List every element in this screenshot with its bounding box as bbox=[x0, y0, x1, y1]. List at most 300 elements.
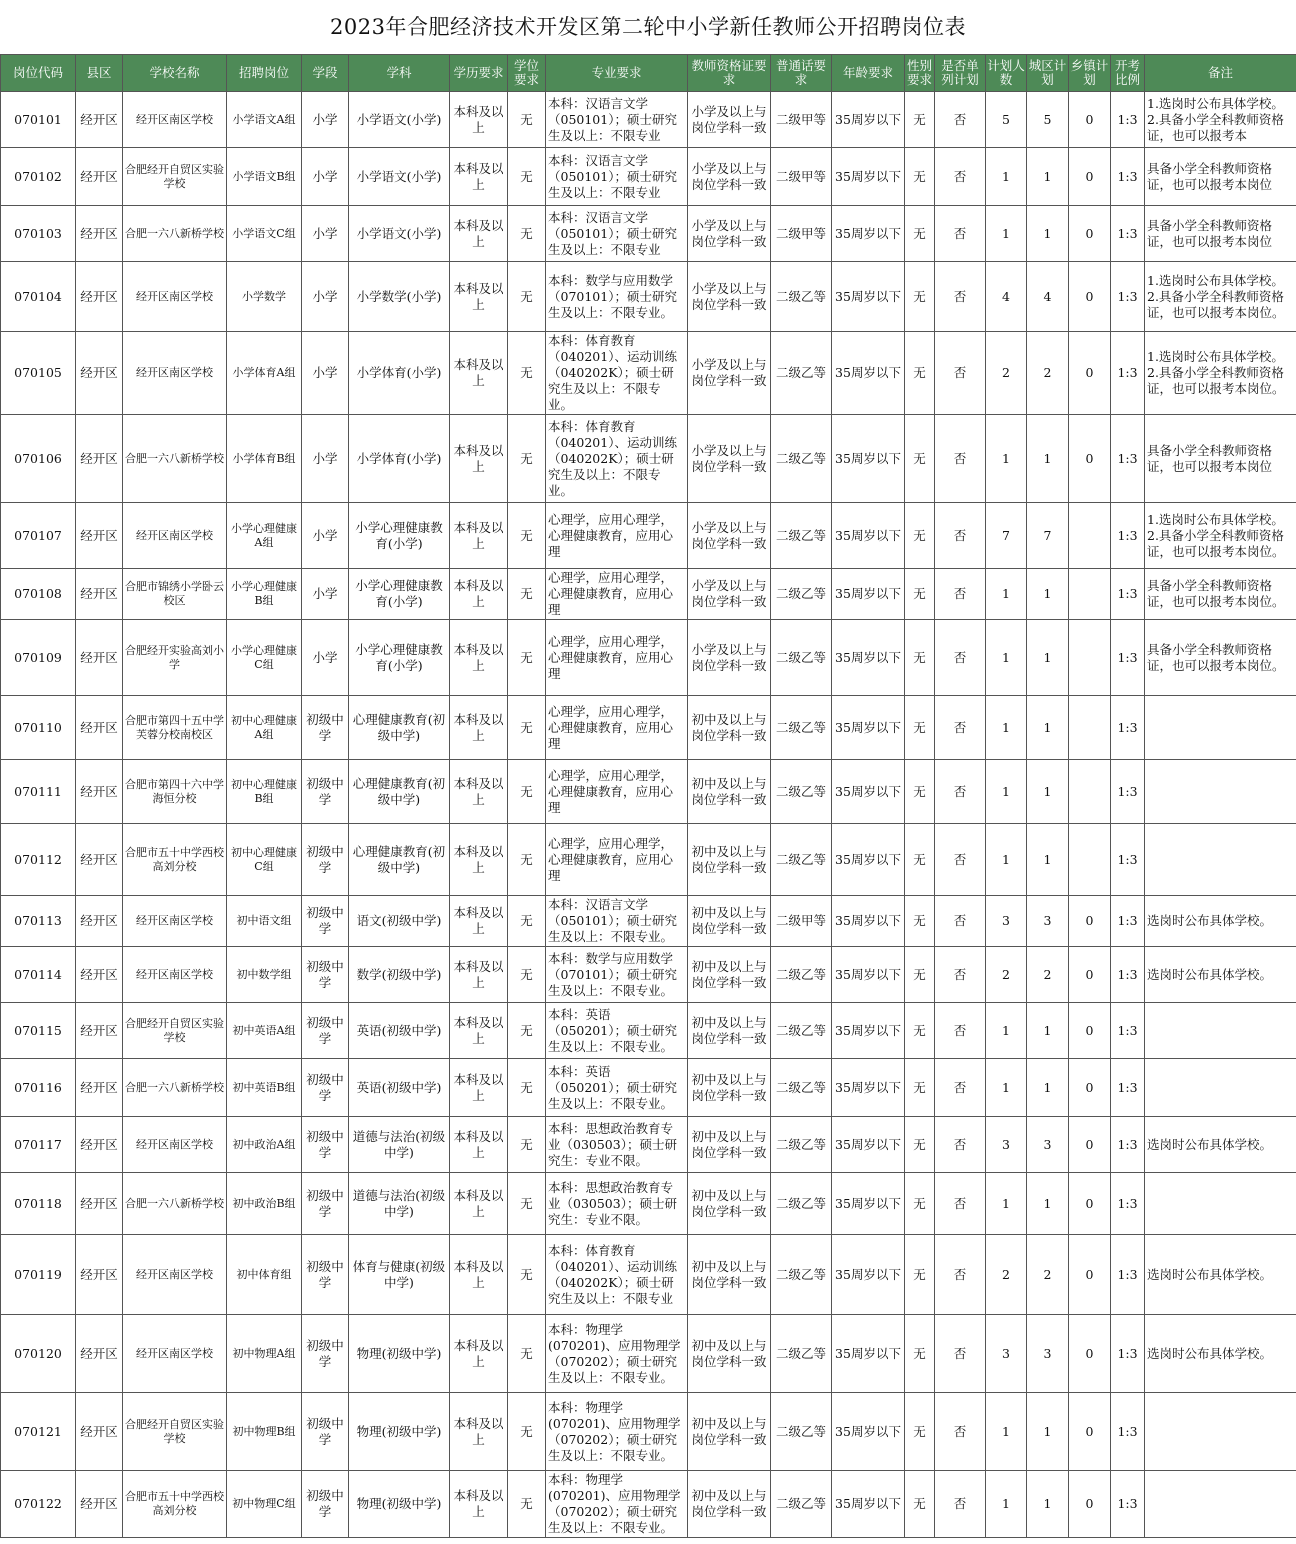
cell-plan-count: 1 bbox=[986, 569, 1027, 620]
cell-gender: 无 bbox=[905, 1393, 935, 1471]
cell-remarks: 具备小学全科教师资格证，也可以报考本岗位 bbox=[1145, 415, 1296, 503]
cell-age: 35周岁以下 bbox=[832, 1059, 905, 1117]
cell-separate-plan: 否 bbox=[935, 1059, 986, 1117]
table-row bbox=[1, 620, 1296, 696]
cell-school: 合肥市锦绣小学卧云校区 bbox=[123, 569, 227, 620]
cell-code: 070104 bbox=[1, 262, 76, 332]
cell-age: 35周岁以下 bbox=[832, 569, 905, 620]
cell-degree: 无 bbox=[508, 332, 546, 415]
cell-position: 初中物理B组 bbox=[227, 1393, 302, 1471]
table-row bbox=[1, 1003, 1296, 1059]
cell-position: 小学心理健康A组 bbox=[227, 503, 302, 569]
table-row bbox=[1, 206, 1296, 262]
cell-stage: 初级中学 bbox=[302, 696, 349, 760]
cell-district: 经开区 bbox=[76, 824, 123, 896]
cell-education: 本科及以上 bbox=[450, 620, 508, 696]
cell-subject: 道德与法治(初级中学) bbox=[349, 1117, 450, 1173]
cell-gender: 无 bbox=[905, 92, 935, 148]
cell-district: 经开区 bbox=[76, 415, 123, 503]
cell-code: 070107 bbox=[1, 503, 76, 569]
cell-school: 经开区南区学校 bbox=[123, 92, 227, 148]
cell-degree: 无 bbox=[508, 148, 546, 206]
cell-remarks bbox=[1145, 760, 1296, 824]
cell-gender: 无 bbox=[905, 262, 935, 332]
cell-position: 初中语文组 bbox=[227, 896, 302, 947]
cell-stage: 初级中学 bbox=[302, 947, 349, 1003]
cell-education: 本科及以上 bbox=[450, 415, 508, 503]
cell-town-plan: 0 bbox=[1069, 206, 1111, 262]
cell-mandarin: 二级乙等 bbox=[771, 1117, 832, 1173]
cell-major: 心理学，应用心理学，心理健康教育，应用心理 bbox=[546, 824, 688, 896]
cell-town-plan bbox=[1069, 503, 1111, 569]
cell-degree: 无 bbox=[508, 1393, 546, 1471]
cell-remarks bbox=[1145, 824, 1296, 896]
cell-mandarin: 二级甲等 bbox=[771, 92, 832, 148]
cell-town-plan bbox=[1069, 620, 1111, 696]
table-row bbox=[1, 1059, 1296, 1117]
cell-remarks bbox=[1145, 696, 1296, 760]
cell-ratio: 1:3 bbox=[1111, 1173, 1145, 1235]
cell-remarks bbox=[1145, 1471, 1296, 1538]
cell-stage: 小学 bbox=[302, 569, 349, 620]
cell-school: 经开区南区学校 bbox=[123, 262, 227, 332]
column-header-stage: 学段 bbox=[302, 55, 349, 92]
cell-age: 35周岁以下 bbox=[832, 1315, 905, 1393]
cell-district: 经开区 bbox=[76, 1471, 123, 1538]
cell-gender: 无 bbox=[905, 569, 935, 620]
cell-town-plan: 0 bbox=[1069, 332, 1111, 415]
cell-plan-count: 1 bbox=[986, 1059, 1027, 1117]
cell-remarks: 1.选岗时公布具体学校。2.具备小学全科教师资格证，也可以报考本岗位。 bbox=[1145, 332, 1296, 415]
table-row bbox=[1, 824, 1296, 896]
cell-plan-count: 2 bbox=[986, 332, 1027, 415]
cell-separate-plan: 否 bbox=[935, 1393, 986, 1471]
cell-code: 070101 bbox=[1, 92, 76, 148]
cell-town-plan: 0 bbox=[1069, 1173, 1111, 1235]
cell-degree: 无 bbox=[508, 824, 546, 896]
cell-code: 070117 bbox=[1, 1117, 76, 1173]
cell-separate-plan: 否 bbox=[935, 206, 986, 262]
cell-ratio: 1:3 bbox=[1111, 896, 1145, 947]
column-header-district: 县区 bbox=[76, 55, 123, 92]
cell-degree: 无 bbox=[508, 896, 546, 947]
cell-major: 本科：英语（050201）；硕士研究生及以上：不限专业。 bbox=[546, 1059, 688, 1117]
cell-plan-count: 3 bbox=[986, 1315, 1027, 1393]
cell-ratio: 1:3 bbox=[1111, 503, 1145, 569]
cell-plan-count: 1 bbox=[986, 696, 1027, 760]
cell-position: 初中心理健康A组 bbox=[227, 696, 302, 760]
cell-plan-count: 1 bbox=[986, 415, 1027, 503]
cell-position: 初中物理A组 bbox=[227, 1315, 302, 1393]
cell-position: 初中英语B组 bbox=[227, 1059, 302, 1117]
cell-district: 经开区 bbox=[76, 1235, 123, 1315]
cell-school: 合肥市五十中学西校高刘分校 bbox=[123, 1471, 227, 1538]
cell-certificate: 小学及以上与岗位学科一致 bbox=[688, 503, 771, 569]
cell-certificate: 小学及以上与岗位学科一致 bbox=[688, 332, 771, 415]
cell-age: 35周岁以下 bbox=[832, 332, 905, 415]
cell-ratio: 1:3 bbox=[1111, 696, 1145, 760]
cell-degree: 无 bbox=[508, 503, 546, 569]
cell-subject: 英语(初级中学) bbox=[349, 1003, 450, 1059]
cell-mandarin: 二级乙等 bbox=[771, 824, 832, 896]
cell-gender: 无 bbox=[905, 332, 935, 415]
cell-major: 本科：思想政治教育专业（030503）；硕士研究生：专业不限。 bbox=[546, 1117, 688, 1173]
header-row bbox=[1, 55, 1296, 92]
cell-age: 35周岁以下 bbox=[832, 824, 905, 896]
cell-position: 小学心理健康C组 bbox=[227, 620, 302, 696]
cell-major: 本科：汉语言文学（050101）；硕士研究生及以上：不限专业 bbox=[546, 148, 688, 206]
cell-education: 本科及以上 bbox=[450, 206, 508, 262]
column-header-school: 学校名称 bbox=[123, 55, 227, 92]
cell-school: 经开区南区学校 bbox=[123, 947, 227, 1003]
cell-school: 经开区南区学校 bbox=[123, 1117, 227, 1173]
cell-urban-plan: 2 bbox=[1027, 332, 1069, 415]
column-header-degree: 学位要求 bbox=[508, 55, 546, 92]
cell-gender: 无 bbox=[905, 947, 935, 1003]
cell-certificate: 初中及以上与岗位学科一致 bbox=[688, 1393, 771, 1471]
cell-remarks: 1.选岗时公布具体学校。2.具备小学全科教师资格证，也可以报考本岗位。 bbox=[1145, 262, 1296, 332]
column-header-position: 招聘岗位 bbox=[227, 55, 302, 92]
cell-degree: 无 bbox=[508, 947, 546, 1003]
cell-major: 本科：物理学(070201)、应用物理学（070202）；硕士研究生及以上：不限专业。 bbox=[546, 1315, 688, 1393]
cell-major: 本科：体育教育（040201）、运动训练（040202K）；硕士研究生及以上：不限专业。 bbox=[546, 415, 688, 503]
cell-ratio: 1:3 bbox=[1111, 1393, 1145, 1471]
cell-major: 心理学，应用心理学，心理健康教育，应用心理 bbox=[546, 569, 688, 620]
cell-certificate: 初中及以上与岗位学科一致 bbox=[688, 1235, 771, 1315]
cell-remarks bbox=[1145, 1003, 1296, 1059]
cell-education: 本科及以上 bbox=[450, 824, 508, 896]
table-row bbox=[1, 1173, 1296, 1235]
cell-subject: 小学体育(小学) bbox=[349, 332, 450, 415]
cell-gender: 无 bbox=[905, 1059, 935, 1117]
column-header-ratio: 开考比例 bbox=[1111, 55, 1145, 92]
cell-mandarin: 二级乙等 bbox=[771, 503, 832, 569]
cell-ratio: 1:3 bbox=[1111, 1235, 1145, 1315]
cell-school: 合肥经开自贸区实验学校 bbox=[123, 1393, 227, 1471]
cell-district: 经开区 bbox=[76, 503, 123, 569]
table-row bbox=[1, 760, 1296, 824]
table-row bbox=[1, 569, 1296, 620]
cell-mandarin: 二级乙等 bbox=[771, 947, 832, 1003]
cell-position: 初中体育组 bbox=[227, 1235, 302, 1315]
cell-school: 经开区南区学校 bbox=[123, 503, 227, 569]
cell-district: 经开区 bbox=[76, 896, 123, 947]
cell-degree: 无 bbox=[508, 569, 546, 620]
column-header-subject: 学科 bbox=[349, 55, 450, 92]
cell-mandarin: 二级乙等 bbox=[771, 1471, 832, 1538]
cell-school: 经开区南区学校 bbox=[123, 332, 227, 415]
cell-town-plan bbox=[1069, 696, 1111, 760]
cell-town-plan: 0 bbox=[1069, 415, 1111, 503]
cell-code: 070115 bbox=[1, 1003, 76, 1059]
cell-district: 经开区 bbox=[76, 1315, 123, 1393]
cell-remarks bbox=[1145, 1059, 1296, 1117]
cell-remarks: 选岗时公布具体学校。 bbox=[1145, 1117, 1296, 1173]
cell-plan-count: 1 bbox=[986, 760, 1027, 824]
column-header-remarks: 备注 bbox=[1145, 55, 1296, 92]
cell-code: 070103 bbox=[1, 206, 76, 262]
cell-age: 35周岁以下 bbox=[832, 1471, 905, 1538]
cell-major: 本科：汉语言文学（050101）；硕士研究生及以上：不限专业 bbox=[546, 92, 688, 148]
cell-position: 初中物理C组 bbox=[227, 1471, 302, 1538]
cell-certificate: 初中及以上与岗位学科一致 bbox=[688, 947, 771, 1003]
cell-code: 070102 bbox=[1, 148, 76, 206]
cell-major: 本科：数学与应用数学（070101）；硕士研究生及以上：不限专业。 bbox=[546, 947, 688, 1003]
cell-age: 35周岁以下 bbox=[832, 262, 905, 332]
cell-code: 070108 bbox=[1, 569, 76, 620]
cell-subject: 物理(初级中学) bbox=[349, 1315, 450, 1393]
table-body bbox=[1, 92, 1296, 1538]
cell-code: 070114 bbox=[1, 947, 76, 1003]
cell-certificate: 初中及以上与岗位学科一致 bbox=[688, 696, 771, 760]
cell-district: 经开区 bbox=[76, 1393, 123, 1471]
cell-major: 本科：体育教育（040201）、运动训练（040202K）；硕士研究生及以上：不限专业 bbox=[546, 1235, 688, 1315]
cell-stage: 小学 bbox=[302, 503, 349, 569]
cell-urban-plan: 1 bbox=[1027, 148, 1069, 206]
cell-position: 初中心理健康B组 bbox=[227, 760, 302, 824]
cell-certificate: 初中及以上与岗位学科一致 bbox=[688, 1117, 771, 1173]
cell-stage: 小学 bbox=[302, 262, 349, 332]
column-header-separate-plan: 是否单列计划 bbox=[935, 55, 986, 92]
cell-degree: 无 bbox=[508, 1315, 546, 1393]
page-title: 2023年合肥经济技术开发区第二轮中小学新任教师公开招聘岗位表 bbox=[330, 15, 966, 39]
table-row bbox=[1, 92, 1296, 148]
cell-urban-plan: 1 bbox=[1027, 1393, 1069, 1471]
cell-mandarin: 二级乙等 bbox=[771, 569, 832, 620]
cell-position: 小学语文C组 bbox=[227, 206, 302, 262]
cell-subject: 心理健康教育(初级中学) bbox=[349, 696, 450, 760]
cell-major: 本科：汉语言文学（050101）；硕士研究生及以上：不限专业 bbox=[546, 206, 688, 262]
cell-district: 经开区 bbox=[76, 569, 123, 620]
cell-subject: 小学数学(小学) bbox=[349, 262, 450, 332]
cell-urban-plan: 1 bbox=[1027, 1173, 1069, 1235]
cell-gender: 无 bbox=[905, 206, 935, 262]
cell-education: 本科及以上 bbox=[450, 262, 508, 332]
cell-school: 合肥经开实验高刘小学 bbox=[123, 620, 227, 696]
cell-district: 经开区 bbox=[76, 1059, 123, 1117]
cell-subject: 小学语文(小学) bbox=[349, 206, 450, 262]
cell-town-plan bbox=[1069, 824, 1111, 896]
cell-ratio: 1:3 bbox=[1111, 262, 1145, 332]
cell-mandarin: 二级乙等 bbox=[771, 1003, 832, 1059]
cell-major: 本科：物理学(070201)、应用物理学（070202）；硕士研究生及以上：不限专业。 bbox=[546, 1471, 688, 1538]
cell-gender: 无 bbox=[905, 1315, 935, 1393]
cell-subject: 心理健康教育(初级中学) bbox=[349, 824, 450, 896]
cell-separate-plan: 否 bbox=[935, 1471, 986, 1538]
cell-position: 初中心理健康C组 bbox=[227, 824, 302, 896]
cell-separate-plan: 否 bbox=[935, 332, 986, 415]
cell-separate-plan: 否 bbox=[935, 262, 986, 332]
cell-subject: 小学心理健康教育(小学) bbox=[349, 569, 450, 620]
table-row bbox=[1, 262, 1296, 332]
cell-school: 合肥一六八新桥学校 bbox=[123, 206, 227, 262]
table-row bbox=[1, 1235, 1296, 1315]
cell-plan-count: 5 bbox=[986, 92, 1027, 148]
cell-education: 本科及以上 bbox=[450, 1173, 508, 1235]
cell-mandarin: 二级乙等 bbox=[771, 332, 832, 415]
cell-separate-plan: 否 bbox=[935, 1315, 986, 1393]
cell-certificate: 小学及以上与岗位学科一致 bbox=[688, 92, 771, 148]
cell-gender: 无 bbox=[905, 148, 935, 206]
cell-remarks bbox=[1145, 1173, 1296, 1235]
cell-stage: 初级中学 bbox=[302, 824, 349, 896]
cell-code: 070119 bbox=[1, 1235, 76, 1315]
cell-gender: 无 bbox=[905, 1235, 935, 1315]
cell-school: 合肥一六八新桥学校 bbox=[123, 1173, 227, 1235]
cell-ratio: 1:3 bbox=[1111, 148, 1145, 206]
cell-age: 35周岁以下 bbox=[832, 415, 905, 503]
cell-age: 35周岁以下 bbox=[832, 760, 905, 824]
cell-district: 经开区 bbox=[76, 262, 123, 332]
cell-certificate: 初中及以上与岗位学科一致 bbox=[688, 760, 771, 824]
cell-district: 经开区 bbox=[76, 760, 123, 824]
cell-position: 小学语文B组 bbox=[227, 148, 302, 206]
cell-degree: 无 bbox=[508, 696, 546, 760]
cell-ratio: 1:3 bbox=[1111, 415, 1145, 503]
cell-subject: 数学(初级中学) bbox=[349, 947, 450, 1003]
table-row bbox=[1, 148, 1296, 206]
cell-mandarin: 二级乙等 bbox=[771, 1173, 832, 1235]
cell-urban-plan: 3 bbox=[1027, 896, 1069, 947]
cell-plan-count: 1 bbox=[986, 620, 1027, 696]
cell-stage: 小学 bbox=[302, 415, 349, 503]
cell-degree: 无 bbox=[508, 760, 546, 824]
cell-code: 070120 bbox=[1, 1315, 76, 1393]
cell-education: 本科及以上 bbox=[450, 1235, 508, 1315]
cell-ratio: 1:3 bbox=[1111, 332, 1145, 415]
cell-education: 本科及以上 bbox=[450, 332, 508, 415]
cell-age: 35周岁以下 bbox=[832, 1117, 905, 1173]
cell-gender: 无 bbox=[905, 896, 935, 947]
cell-gender: 无 bbox=[905, 760, 935, 824]
cell-stage: 小学 bbox=[302, 92, 349, 148]
column-header-age: 年龄要求 bbox=[832, 55, 905, 92]
cell-age: 35周岁以下 bbox=[832, 696, 905, 760]
table-row bbox=[1, 696, 1296, 760]
cell-stage: 小学 bbox=[302, 148, 349, 206]
cell-stage: 初级中学 bbox=[302, 896, 349, 947]
table-row bbox=[1, 1471, 1296, 1538]
cell-remarks: 选岗时公布具体学校。 bbox=[1145, 1315, 1296, 1393]
cell-town-plan: 0 bbox=[1069, 1003, 1111, 1059]
cell-separate-plan: 否 bbox=[935, 824, 986, 896]
cell-urban-plan: 1 bbox=[1027, 415, 1069, 503]
cell-school: 经开区南区学校 bbox=[123, 1315, 227, 1393]
cell-separate-plan: 否 bbox=[935, 760, 986, 824]
cell-mandarin: 二级乙等 bbox=[771, 1393, 832, 1471]
cell-district: 经开区 bbox=[76, 92, 123, 148]
cell-certificate: 小学及以上与岗位学科一致 bbox=[688, 148, 771, 206]
cell-education: 本科及以上 bbox=[450, 148, 508, 206]
cell-district: 经开区 bbox=[76, 148, 123, 206]
cell-school: 合肥一六八新桥学校 bbox=[123, 415, 227, 503]
cell-ratio: 1:3 bbox=[1111, 760, 1145, 824]
cell-certificate: 初中及以上与岗位学科一致 bbox=[688, 1315, 771, 1393]
cell-subject: 体育与健康(初级中学) bbox=[349, 1235, 450, 1315]
cell-separate-plan: 否 bbox=[935, 947, 986, 1003]
cell-certificate: 小学及以上与岗位学科一致 bbox=[688, 262, 771, 332]
cell-code: 070122 bbox=[1, 1471, 76, 1538]
cell-age: 35周岁以下 bbox=[832, 1173, 905, 1235]
cell-degree: 无 bbox=[508, 1173, 546, 1235]
cell-code: 070116 bbox=[1, 1059, 76, 1117]
table-row bbox=[1, 947, 1296, 1003]
cell-position: 初中数学组 bbox=[227, 947, 302, 1003]
table-row bbox=[1, 415, 1296, 503]
cell-mandarin: 二级乙等 bbox=[771, 620, 832, 696]
cell-subject: 心理健康教育(初级中学) bbox=[349, 760, 450, 824]
cell-age: 35周岁以下 bbox=[832, 1393, 905, 1471]
cell-position: 初中英语A组 bbox=[227, 1003, 302, 1059]
cell-code: 070109 bbox=[1, 620, 76, 696]
cell-school: 合肥市第四十五中学芙蓉分校南校区 bbox=[123, 696, 227, 760]
cell-urban-plan: 1 bbox=[1027, 1471, 1069, 1538]
cell-degree: 无 bbox=[508, 1059, 546, 1117]
cell-gender: 无 bbox=[905, 1173, 935, 1235]
cell-remarks: 具备小学全科教师资格证，也可以报考本岗位。 bbox=[1145, 569, 1296, 620]
cell-stage: 初级中学 bbox=[302, 1393, 349, 1471]
cell-mandarin: 二级甲等 bbox=[771, 206, 832, 262]
cell-school: 合肥一六八新桥学校 bbox=[123, 1059, 227, 1117]
cell-separate-plan: 否 bbox=[935, 620, 986, 696]
cell-town-plan: 0 bbox=[1069, 262, 1111, 332]
cell-age: 35周岁以下 bbox=[832, 1235, 905, 1315]
cell-code: 070121 bbox=[1, 1393, 76, 1471]
cell-certificate: 初中及以上与岗位学科一致 bbox=[688, 1003, 771, 1059]
cell-district: 经开区 bbox=[76, 947, 123, 1003]
cell-code: 070112 bbox=[1, 824, 76, 896]
cell-separate-plan: 否 bbox=[935, 503, 986, 569]
cell-remarks: 1.选岗时公布具体学校。2.具备小学全科教师资格证，也可以报考本岗位。 bbox=[1145, 503, 1296, 569]
cell-gender: 无 bbox=[905, 1471, 935, 1538]
table-row bbox=[1, 1393, 1296, 1471]
cell-mandarin: 二级乙等 bbox=[771, 415, 832, 503]
cell-stage: 初级中学 bbox=[302, 760, 349, 824]
cell-position: 小学体育A组 bbox=[227, 332, 302, 415]
cell-subject: 小学语文(小学) bbox=[349, 92, 450, 148]
cell-mandarin: 二级乙等 bbox=[771, 1059, 832, 1117]
cell-degree: 无 bbox=[508, 1471, 546, 1538]
cell-age: 35周岁以下 bbox=[832, 947, 905, 1003]
cell-town-plan: 0 bbox=[1069, 1471, 1111, 1538]
cell-mandarin: 二级乙等 bbox=[771, 760, 832, 824]
cell-age: 35周岁以下 bbox=[832, 896, 905, 947]
cell-urban-plan: 2 bbox=[1027, 947, 1069, 1003]
cell-plan-count: 1 bbox=[986, 148, 1027, 206]
cell-urban-plan: 1 bbox=[1027, 1059, 1069, 1117]
cell-stage: 初级中学 bbox=[302, 1059, 349, 1117]
cell-plan-count: 3 bbox=[986, 896, 1027, 947]
cell-certificate: 初中及以上与岗位学科一致 bbox=[688, 1173, 771, 1235]
cell-school: 合肥市第四十六中学海恒分校 bbox=[123, 760, 227, 824]
cell-mandarin: 二级甲等 bbox=[771, 148, 832, 206]
cell-education: 本科及以上 bbox=[450, 1393, 508, 1471]
cell-stage: 小学 bbox=[302, 206, 349, 262]
cell-mandarin: 二级乙等 bbox=[771, 1235, 832, 1315]
cell-position: 初中政治B组 bbox=[227, 1173, 302, 1235]
cell-certificate: 小学及以上与岗位学科一致 bbox=[688, 206, 771, 262]
cell-subject: 英语(初级中学) bbox=[349, 1059, 450, 1117]
cell-degree: 无 bbox=[508, 92, 546, 148]
cell-plan-count: 1 bbox=[986, 1393, 1027, 1471]
cell-district: 经开区 bbox=[76, 1003, 123, 1059]
cell-major: 心理学，应用心理学，心理健康教育，应用心理 bbox=[546, 696, 688, 760]
cell-mandarin: 二级乙等 bbox=[771, 696, 832, 760]
cell-ratio: 1:3 bbox=[1111, 206, 1145, 262]
cell-school: 经开区南区学校 bbox=[123, 896, 227, 947]
cell-separate-plan: 否 bbox=[935, 1235, 986, 1315]
table-row bbox=[1, 332, 1296, 415]
